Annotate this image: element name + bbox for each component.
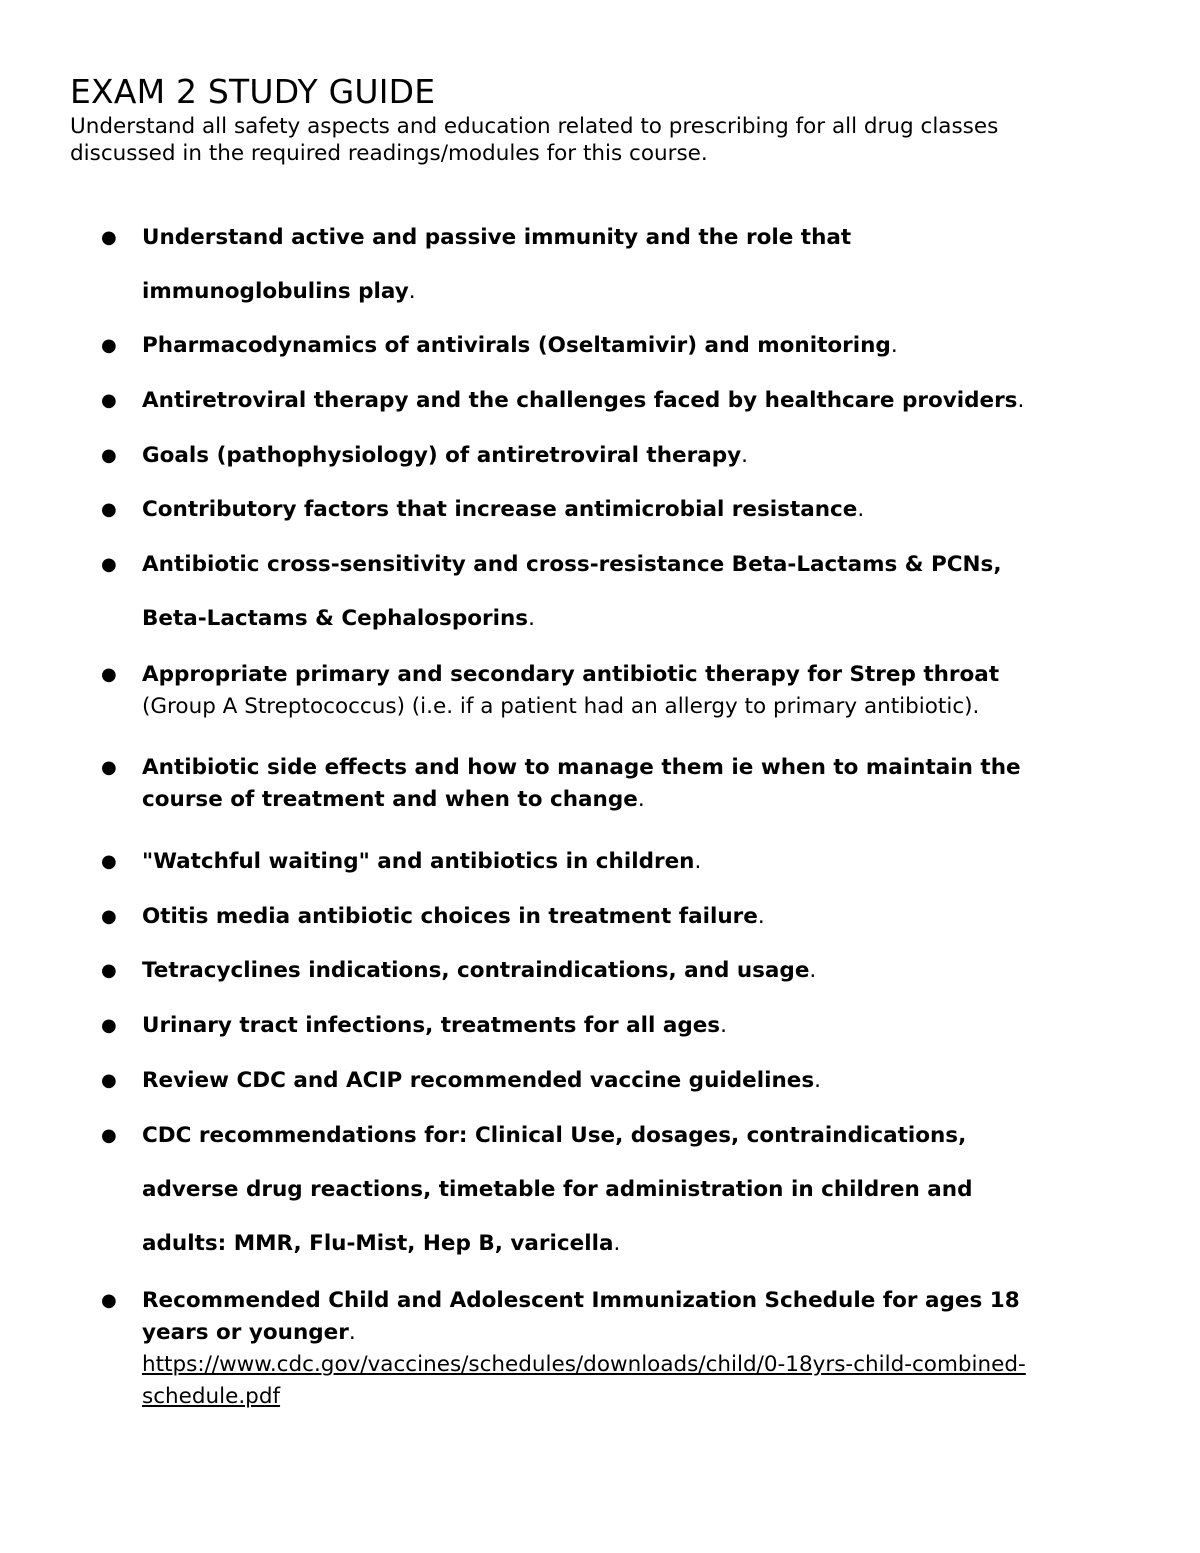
item-period: . — [637, 787, 645, 812]
schedule-link[interactable]: schedule.pdf — [142, 1384, 281, 1409]
item-period: . — [1017, 388, 1025, 413]
bullet-icon: ● — [101, 390, 117, 411]
item-line — [142, 374, 1127, 428]
list-item — [101, 944, 1127, 998]
list-item — [101, 319, 1127, 373]
item-line — [142, 944, 1127, 998]
item-period: . — [613, 1231, 621, 1256]
item-text: Contributory factors that increase antimicrobial resistance — [142, 497, 858, 522]
item-line: adverse drug reactions, timetable for administration in children and — [142, 1177, 973, 1202]
item-text: Goals (pathophysiology) of antiretroviral therapy — [142, 443, 742, 468]
list-item — [101, 659, 1127, 723]
item-line: Recommended Child and Adolescent Immunization Schedule for ages 18 — [142, 1288, 1020, 1313]
item-line — [142, 999, 1127, 1053]
item-line — [142, 429, 1127, 483]
item-period: . — [809, 958, 817, 983]
item-text: Urinary tract infections, treatments for all ages — [142, 1013, 721, 1038]
item-line — [142, 1054, 1127, 1108]
intro-line: discussed in the required readings/modules for this course. — [70, 141, 708, 166]
item-text: Beta-Lactams & Cephalosporins — [142, 606, 529, 631]
intro-paragraph — [70, 113, 1140, 167]
item-period: . — [694, 849, 702, 874]
bullet-icon: ● — [101, 757, 117, 778]
item-text: adults: MMR, Flu-Mist, Hep B, varicella — [142, 1231, 614, 1256]
item-period: . — [408, 279, 416, 304]
bullet-icon: ● — [101, 335, 117, 356]
item-period: . — [757, 904, 765, 929]
bullet-icon: ● — [101, 906, 117, 927]
item-period: . — [857, 497, 865, 522]
bullet-icon: ● — [101, 851, 117, 872]
item-line — [142, 835, 1127, 889]
item-line — [142, 890, 1127, 944]
list-item — [101, 835, 1127, 889]
item-text: Tetracyclines indications, contraindications, and usage — [142, 958, 810, 983]
item-period: . — [720, 1013, 727, 1038]
item-text: Otitis media antibiotic choices in treatment failure — [142, 904, 758, 929]
list-item — [101, 1054, 1127, 1108]
bullet-icon: ● — [101, 227, 117, 248]
bullet-icon: ● — [101, 1290, 117, 1311]
item-line — [142, 1317, 1127, 1349]
schedule-link-line — [142, 1349, 1127, 1381]
item-line: Appropriate primary and secondary antibiotic therapy for Strep throat — [142, 662, 1000, 687]
list-item — [101, 890, 1127, 944]
bullet-icon: ● — [101, 499, 117, 520]
list-item — [101, 999, 1127, 1053]
item-line — [142, 1217, 1127, 1271]
item-text: course of treatment and when to change — [142, 787, 638, 812]
bullet-icon: ● — [101, 1070, 117, 1091]
document-title: EXAM 2 STUDY GUIDE — [70, 72, 436, 111]
schedule-link[interactable]: https://www.cdc.gov/vaccines/schedules/downloads/child/0-18yrs-child-combined- — [142, 1352, 1026, 1377]
list-item — [101, 538, 1127, 646]
item-text: immunoglobulins play — [142, 279, 409, 304]
item-text: years or younger — [142, 1320, 349, 1345]
list-item — [101, 1109, 1127, 1271]
item-line — [142, 592, 1127, 646]
item-text: Pharmacodynamics of antivirals (Oseltamivir) and monitoring — [142, 333, 891, 358]
bullet-icon: ● — [101, 445, 117, 466]
list-item — [101, 483, 1127, 537]
item-line — [142, 784, 1127, 816]
item-line: Antibiotic cross-sensitivity and cross-resistance Beta-Lactams & PCNs, — [142, 552, 1002, 577]
bullet-icon: ● — [101, 1015, 117, 1036]
item-line: Antibiotic side effects and how to manage them ie when to maintain the — [142, 755, 1021, 780]
item-text: "Watchful waiting" and antibiotics in children — [142, 849, 695, 874]
bullet-icon: ● — [101, 1125, 117, 1146]
item-line — [142, 319, 1127, 373]
item-text: Antiretroviral therapy and the challenges faced by healthcare providers — [142, 388, 1018, 413]
bullet-icon: ● — [101, 960, 117, 981]
list-item — [101, 429, 1127, 483]
item-line — [142, 483, 1127, 537]
list-item — [101, 374, 1127, 428]
list-item — [101, 752, 1127, 816]
item-line: Understand active and passive immunity and the role that — [142, 225, 852, 250]
list-item — [101, 211, 1127, 319]
intro-line: Understand all safety aspects and education related to prescribing for all drug classes — [70, 114, 999, 139]
item-period: . — [528, 606, 535, 631]
item-period: . — [741, 443, 748, 468]
list-item — [101, 1285, 1127, 1413]
bullet-icon: ● — [101, 554, 117, 575]
item-period: . — [890, 333, 898, 358]
schedule-link-line — [142, 1381, 1127, 1413]
item-line — [142, 265, 1127, 319]
item-line: CDC recommendations for: Clinical Use, dosages, contraindications, — [142, 1123, 967, 1148]
item-text: Review CDC and ACIP recommended vaccine guidelines — [142, 1068, 815, 1093]
bullet-icon: ● — [101, 664, 117, 685]
item-period: . — [814, 1068, 821, 1093]
item-line: (Group A Streptococcus) (i.e. if a patient had an allergy to primary antibiotic). — [142, 694, 980, 719]
item-period: . — [348, 1320, 356, 1345]
